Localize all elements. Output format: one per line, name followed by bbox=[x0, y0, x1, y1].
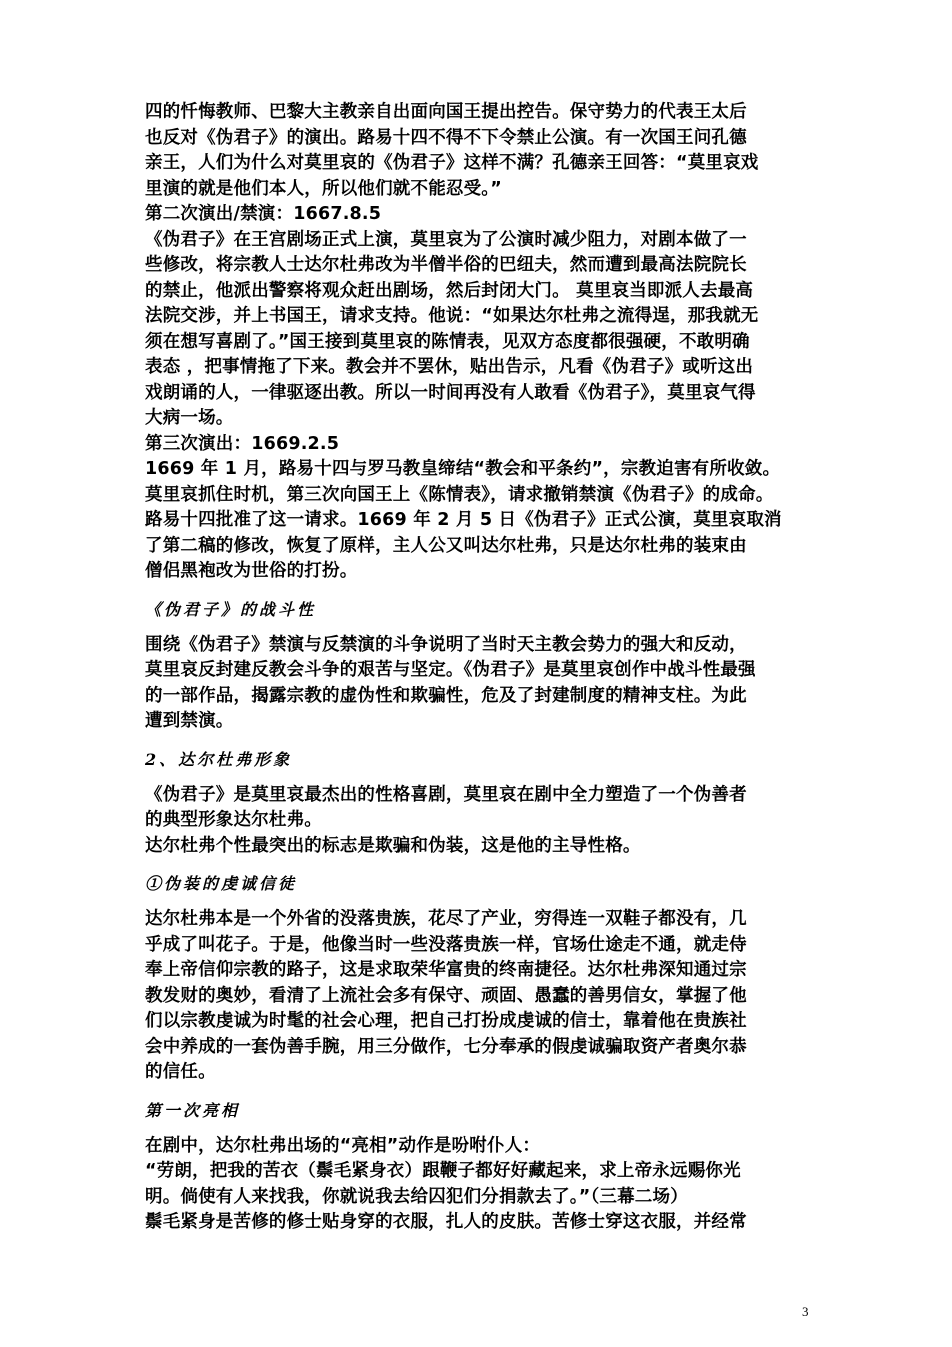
text-line: 们以宗教虔诚为时髦的社会心理，把自己打扮成虔诚的信士，靠着他在贵族社 bbox=[145, 1011, 747, 1031]
section-heading-tartuffe-image: 2、达尔杜弗形象 bbox=[145, 749, 293, 769]
text-line: 达尔杜弗个性最突出的标志是欺骗和伪装，这是他的主导性格。 bbox=[145, 835, 641, 856]
text-line: “劳朗，把我的苦衣（鬃毛紧身衣）跟鞭子都好好藏起来，求上帝永远赐你光 bbox=[145, 1161, 741, 1181]
text-line: 的典型形象达尔杜弗。 bbox=[145, 810, 322, 830]
text-line: 奉上帝信仰宗教的路子，这是求取荣华富贵的终南捷径。达尔杜弗深知通过宗 bbox=[145, 960, 747, 980]
text-line: 达尔杜弗本是一个外省的没落贵族，花尽了产业，穷得连一双鞋子都没有，几 bbox=[145, 909, 747, 929]
text-line: 莫里哀抓住时机，第三次向国王上《陈情表》，请求撤销禁演《伪君子》的成命。 bbox=[145, 484, 774, 505]
text-line: 教发财的奥妙，看清了上流社会多有保守、顽固、愚蠢的善男信女，掌握了他 bbox=[145, 985, 747, 1006]
text-line: 了第二稿的修改，恢复了原样，主人公又叫达尔杜弗，只是达尔杜弗的装束由 bbox=[145, 535, 747, 556]
text-line: 在剧中，达尔杜弗出场的“亮相”动作是吩咐仆人： bbox=[145, 1135, 541, 1156]
text-block-tartuffe-image bbox=[145, 783, 815, 860]
text-block-pious-believer bbox=[145, 907, 815, 1086]
text-line: 围绕《伪君子》禁演与反禁演的斗争说明了当时天主教会势力的强大和反动， bbox=[145, 634, 747, 655]
section-heading-first-appearance: 第一次亮相 bbox=[145, 1100, 241, 1120]
text-line: 莫里哀反封建反教会斗争的艰苦与坚定。《伪君子》是莫里哀创作中战斗性最强 bbox=[145, 660, 756, 680]
text-block-performance-history bbox=[145, 100, 815, 585]
text-block-first-appearance bbox=[145, 1134, 815, 1236]
text-line: 乎成了叫花子。于是，他像当时一些没落贵族一样，官场仕途走不通，就走侍 bbox=[145, 934, 747, 955]
text-line: 大病一场。 bbox=[145, 408, 234, 428]
section-heading-pious-believer: ①伪装的虔诚信徒 bbox=[145, 874, 298, 893]
text-line: 法院交涉，并上书国王，请求支持。他说：“如果达尔杜弗之流得逞，那我就无 bbox=[145, 306, 759, 326]
section-heading-militancy: 《伪君子》的战斗性 bbox=[145, 599, 317, 619]
text-line: 会中养成的一套伪善手腕，用三分做作，七分奉承的假虔诚骗取资产者奥尔恭 bbox=[145, 1036, 747, 1057]
text-line: 戏朗诵的人，一律驱逐出教。所以一时间再没有人敢看《伪君子》，莫里哀气得 bbox=[145, 382, 756, 403]
text-line: 亲王，人们为什么对莫里哀的《伪君子》这样不满？孔德亲王回答：“莫里哀戏 bbox=[145, 153, 759, 173]
text-line: 也反对《伪君子》的演出。路易十四不得不下令禁止公演。有一次国王问孔德 bbox=[145, 127, 747, 148]
text-line: 须在想写喜剧了。”国王接到莫里哀的陈情表，见双方态度都很强硬，不敢明确 bbox=[145, 331, 750, 352]
page-number: 3 bbox=[802, 1304, 809, 1319]
text-line: 僧侣黑袍改为世俗的打扮。 bbox=[145, 561, 358, 581]
text-line: 四的忏悔教师、巴黎大主教亲自出面向国王提出控告。保守势力的代表王太后 bbox=[145, 102, 747, 122]
text-line: 里演的就是他们本人，所以他们就不能忍受。” bbox=[145, 178, 502, 199]
text-line: 鬃毛紧身是苦修的修士贴身穿的衣服，扎人的皮肤。苦修士穿这衣服，并经常 bbox=[145, 1212, 747, 1232]
text-line: 的信任。 bbox=[145, 1062, 216, 1082]
text-line: 路易十四批准了这一请求。1669 年 2 月 5 日《伪君子》正式公演，莫里哀取消 bbox=[145, 510, 782, 530]
text-line: 的禁止，他派出警察将观众赶出剧场，然后封闭大门。 莫里哀当即派人去最高 bbox=[145, 280, 754, 301]
text-line: 1669 年 1 月，路易十四与罗马教皇缔结“教会和平条约”，宗教迫害有所收敛。 bbox=[145, 459, 781, 479]
text-line: 明。倘使有人来找我，你就说我去给囚犯们分捐款去了。”（三幕二场） bbox=[145, 1186, 688, 1207]
document-body bbox=[145, 100, 815, 1236]
text-block-militancy bbox=[145, 633, 815, 735]
text-line: 第三次演出：1669.2.5 bbox=[145, 433, 340, 454]
text-line: 《伪君子》是莫里哀最杰出的性格喜剧，莫里哀在剧中全力塑造了一个伪善者 bbox=[145, 784, 747, 805]
text-line: 第二次演出/禁演：1667.8.5 bbox=[145, 204, 382, 224]
text-line: 表态 ，把事情拖了下来。教会并不罢休，贴出告示，凡看《伪君子》或听这出 bbox=[145, 357, 754, 377]
text-line: 的一部作品，揭露宗教的虚伪性和欺骗性，危及了封建制度的精神支柱。为此 bbox=[145, 685, 747, 706]
text-line: 《伪君子》在王宫剧场正式上演，莫里哀为了公演时减少阻力，对剧本做了一 bbox=[145, 229, 747, 250]
text-line: 些修改，将宗教人士达尔杜弗改为半僧半俗的巴纽夫，然而遭到最高法院院长 bbox=[145, 255, 747, 275]
text-line: 遭到禁演。 bbox=[145, 711, 234, 731]
